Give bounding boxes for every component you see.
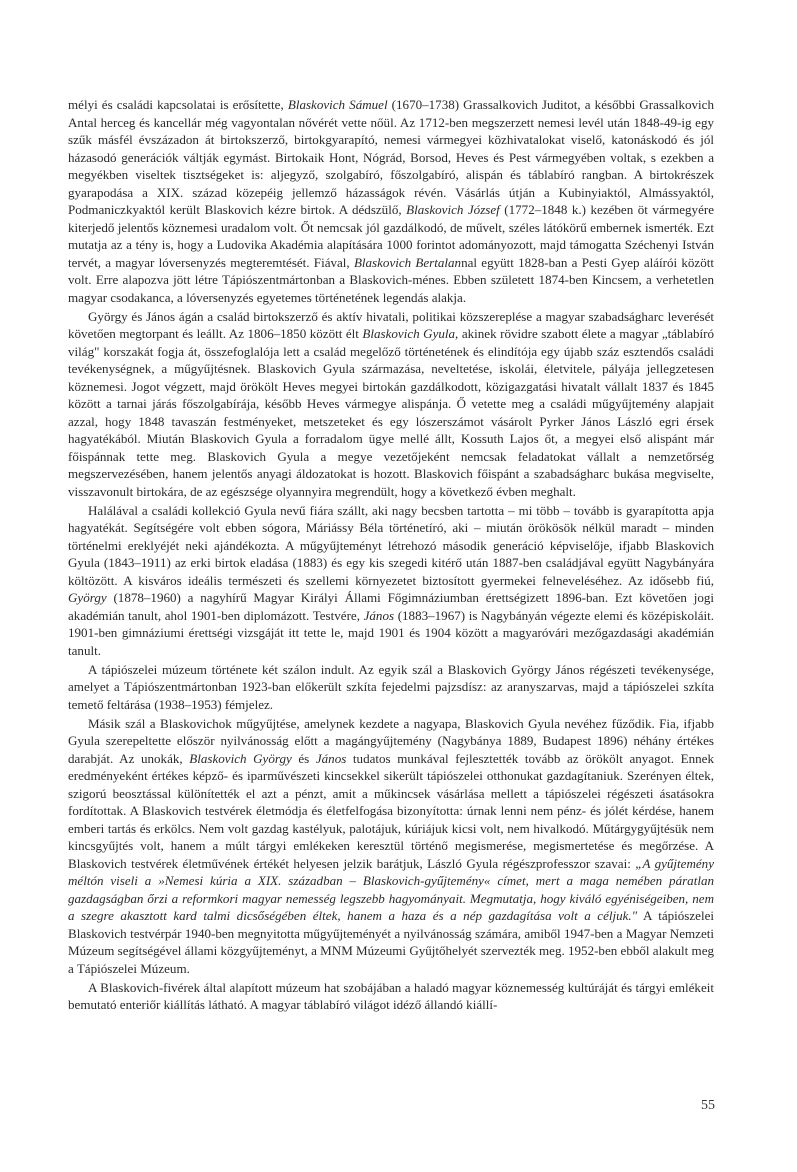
paragraph-text: tudatos munkával fejlesztették tovább az örökölt anyagot. Ennek eredményeként értékes képző- és iparművészeti kincsekkel sikerült tápiószelei otthonukat gazdagítaniuk. Szerényen éltek, szigorú beosztással különítették el azt a pénzt, amit a műkincsek vásárlása mellett a tápiószelei régészeti ásatásokra fordítottak. A Blaskovich testvérek életmódja és életfelfogása bizonyította: úrnak lenni nem pénz- és jólét kérdése, hanem emberi tartás és erkölcs. Nem volt gazdag kastélyuk, palotájuk, kúriájuk kicsi volt, nem hivalkodó. Műtárgygyűjtésük nem kincsgyűjtés volt, hanem a múlt tárgyi emlékeken keresztül történő megismerése, megismertetése és megőrzése. A Blaskovich testvérek életművének értékét helyesen jelzik barátjuk, László Gyula régészprofesszor szavai: — [68, 750, 714, 871]
paragraph-text: nal együtt 1828-ban a Pesti Gyep aláírói között volt. Erre alapozva jött létre Tápiószentmártonban a Blaskovich-ménes. Ebben született 1874-ben Kincsem, a verhetetlen magyar csodakanca, a lóversenyzés egyetemes történetének legendás alakja. — [68, 254, 714, 305]
italic-text: Blaskovich József — [406, 202, 500, 217]
paragraph-text: (1878–1960) a nagyhírű Magyar Királyi Állami Főgimnáziumban érettségizett 1896-ban. Ezt követően jogi akadémián tanult, ahol 1901-ben diplomázott. Testvére, — [68, 590, 714, 623]
body-paragraph — [68, 96, 714, 306]
paragraph-text: A tápiószelei múzeum története két szálon indult. Az egyik szál a Blaskovich György János régészeti tevékenysége, amelyet a Tápiószentmártonban 1923-ban előkerült szkíta fejedelmi pajzsdísz: az aranyszarvas, majd a tápiószelei szkíta temető feltárása (1938–1953) fémjelez. — [68, 661, 714, 712]
paragraph-text: A tápiószelei Blaskovich testvérpár 1940-ben megnyitotta műgyűjteményét a nyilvánosság számára, amiből 1947-ben a Magyar Nemzeti Múzeum segítségével állami közgyűjteményt, a MNM Múzeumi Gyűjtőhelyét szervezték meg. 1952-ben ebből alakult meg a Tápiószelei Múzeum. — [68, 908, 715, 976]
italic-text: György — [68, 590, 107, 605]
body-paragraph — [68, 661, 714, 714]
italic-text: János — [315, 750, 347, 766]
paragraph-text: és — [291, 750, 316, 766]
paragraph-text: akinek rövidre szabott élete a magyar „táblabíró világ" korszakát fogja át, összefoglalója lett a család megelőző történetének és elindítója egy újabb száz esztendős családi tevékenységnek, a műgyűjtésnek. Blaskovich Gyula származása, neveltetése, iskolái, életvitele, pályája jellegzetesen köznemesi. Jogot végzett, majd örökölt Heves megyei birtokán gazdálkodott, közigazgatási hivatalt vállalt 1837 és 1845 között a tarnai járás főszolgabírája, később Heves vármegye alispánja. Ő vetette meg a családi műgyűjtemény alapjait azzal, hogy 1848 tavaszán festményeket, metszeteket és egy lószerszámot vásárolt Pyrker János László egri érsek hagyatékából. Miután Blaskovich Gyula a forradalom ügye mellé állt, Kossuth Lajos őt, a megyei első alispánt már főispánnak tette meg. Blaskovich Gyula a megye vezetőjeként nemcsak feladatokat vállalt a nemzetőrség megszervezésében, hanem jelentős anyagi áldozatokat is hozott. Blaskovich főispánt a szabadságharc bukása megviselte, visszavonult birtokára, de az egészsége olyannyira megrendült, hogy a következő évben meghalt. — [68, 326, 714, 499]
italic-text: János — [363, 607, 395, 623]
italic-text: Blaskovich Gyula, — [362, 326, 459, 341]
body-paragraph — [68, 715, 714, 978]
paragraph-text: Másik szál a Blaskovichok műgyűjtése, amelynek kezdete a nagyapa, Blaskovich Gyula nevéhez fűződik. Fia, ifjabb Gyula szerepeltette először nyilvánosság előtt a magángyűjtemény (Nagybánya 1889, Budapest 1896) néhány értékes darabját. Az unokák, — [68, 715, 714, 766]
body-paragraph — [68, 979, 714, 1014]
paragraph-text: (1772–1848 k.) kezében öt vármegyére kiterjedő jelentős köznemesi uradalom volt. Őt nemcsak jól gazdálkodó, de művelt, széles látókörű embernek ismerték. Ezt mutatja az a tény is, hogy a Ludovika Akadémia alapítására 1000 forintot adományozott, majd támogatta Széchenyi István tervét, a magyar lóversenyzés megteremtését. Fiával, — [68, 202, 714, 270]
italic-text: Blaskovich György — [189, 750, 292, 766]
italic-text: „A gyűjtemény méltón viseli a »Nemesi kúria a XIX. században – Blaskovich-gyűjtemény« címet, mert a maga nemében páratlan gazdagságban őrzi a reformkori magyar nemesség legszebb hagyományait. Megmutatja, hogy kiváló egyéniségeiben, nem a szegre akasztott kard talmi dicsőségében éltek, hanem a haza és a nép gazdagítása volt a céljuk." — [68, 855, 714, 923]
paragraph-text: (1883–1967) is Nagybányán végezte elemi és középiskoláit. 1901-ben gimnáziumi érettségi vizsgáját itt tette le, majd 1901 és 1904 között a magyaróvári mezőgazdasági akadémián tanult. — [68, 607, 715, 658]
paragraph-text: György és János ágán a család birtokszerző és aktív hivatali, politikai közszereplése a magyar szabadságharc leverését követően megtorpant és leállt. Az 1806–1850 között élt — [68, 308, 714, 341]
body-paragraph — [68, 502, 714, 660]
body-paragraph — [68, 308, 714, 501]
page-number: 55 — [701, 1098, 715, 1113]
paragraph-text: A Blaskovich-fivérek által alapított múzeum hat szobájában a haladó magyar köznemesség kultúráját és tárgyi emlékeit bemutató enteriőr kiállítás látható. A magyar táblabíró világot idéző állandó kiállí- — [68, 979, 714, 1012]
italic-text: Blaskovich Sámuel — [287, 97, 388, 112]
paragraph-text: Halálával a családi kollekció Gyula nevű fiára szállt, aki nagy becsben tartotta – mi több – tovább is gyarapította apja hagyatékát. Segítségére volt ebben sógora, Máriássy Béla történetíró, aki – miután örökösök nélkül maradt – minden történelmi ereklyéjét neki ajándékozta. A műgyűjteményt létrehozó második generáció képviselője, ifjabb Blaskovich Gyula (1843–1911) az erki birtok eladása (1883) és egy kis szegedi kitérő után 1887-ben családjával együtt Nagybányára költözött. A kisváros ideális természeti és szellemi környezetet biztosított gyermekei felneveléséhez. Az idősebb fiú, — [68, 502, 714, 588]
paragraph-text: (1670–1738) Grassalkovich Juditot, a későbbi Grassalkovich Antal herceg és kancellár még vagyontalan nővérét vette nőül. Az 1712-ben megszerzett nemesi levél után 1848-49-ig egy szűk másfél évszázadon át birtokszerző, birtokgyarapító, nemesi vármegyei közhivatalokat viselő, katonáskodó és jól házasodó generációk váltják egymást. Birtokaik Hont, Nógrád, Borsod, Heves és Pest vármegyében voltak, s ezekben a megyékben viseltek tisztségeket is: aljegyző, szolgabíró, főszolgabíró, alispán és táblabíró rangban. A birtokrészek gyarapodása a XIX. század közepéig jellemző házasságok révén. Vásárlás útján a Kubinyiaktól, Almássyaktól, Podmaniczkyaktól került Blaskovich kézre birtok. A dédszülő, — [68, 97, 714, 217]
italic-text: Blaskovich Bertalan — [353, 254, 462, 270]
paragraph-text: mélyi és családi kapcsolatai is erősítette, — [68, 97, 288, 112]
document-page — [68, 96, 714, 1015]
